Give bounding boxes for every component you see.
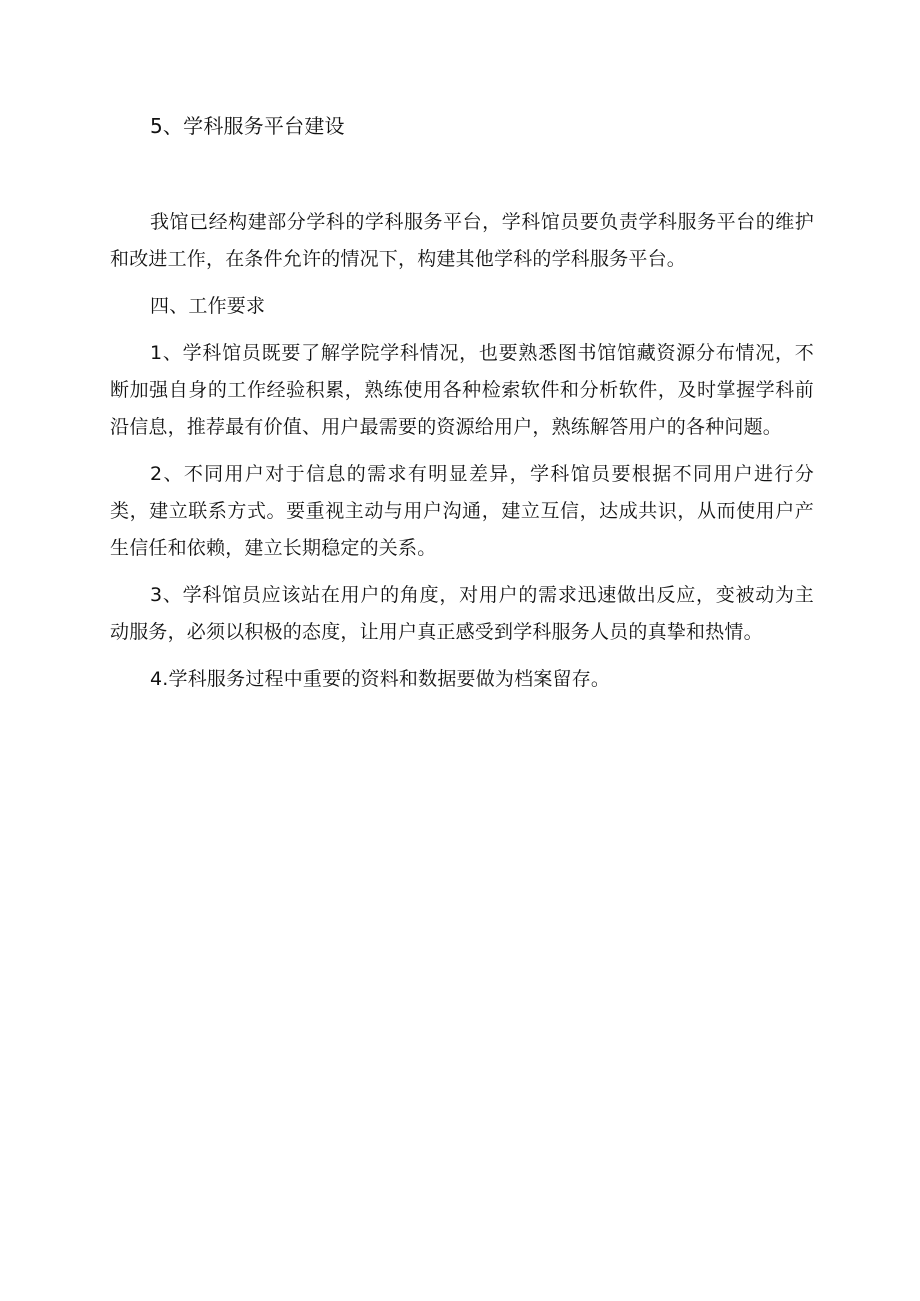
subheading-platform-construction: 5、学科服务平台建设: [150, 114, 345, 138]
document-content: [110, 108, 814, 706]
requirement-item-3: 3、学科馆员应该站在用户的角度，对用户的需求迅速做出反应，变被动为主动服务，必须以积极的态度，让用户真正感受到学科服务人员的真挚和热情。: [110, 584, 814, 643]
section-heading-work-requirements: 四、工作要求: [150, 295, 266, 317]
paragraph-platform-construction: 我馆已经构建部分学科的学科服务平台，学科馆员要负责学科服务平台的维护和改进工作，在条件允许的情况下，构建其他学科的学科服务平台。: [110, 211, 814, 270]
requirement-item-4: 4.学科服务过程中重要的资料和数据要做为档案留存。: [150, 668, 611, 690]
requirement-item-1: 1、学科馆员既要了解学院学科情况，也要熟悉图书馆馆藏资源分布情况，不断加强自身的工作经验积累，熟练使用各种检索软件和分析软件，及时掌握学科前沿信息，推荐最有价值、用户最需要的资源给用户，熟练解答用户的各种问题。: [110, 342, 814, 438]
requirement-item-2: 2、不同用户对于信息的需求有明显差异，学科馆员要根据不同用户进行分类，建立联系方式。要重视主动与用户沟通，建立互信，达成共识，从而使用户产生信任和依赖，建立长期稳定的关系。: [110, 463, 814, 559]
